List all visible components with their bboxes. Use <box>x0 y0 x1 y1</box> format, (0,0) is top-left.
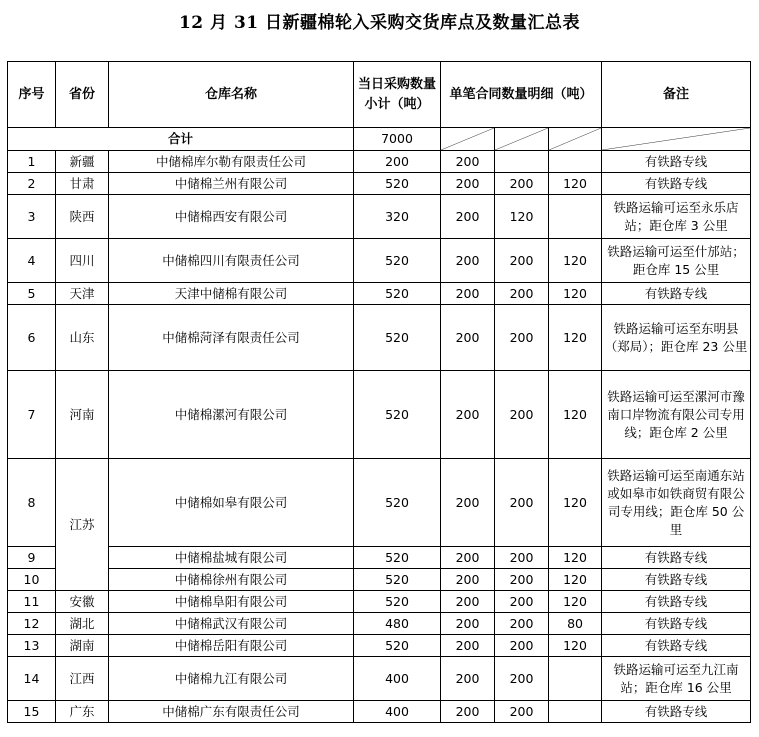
detail-1-cell: 200 <box>441 371 495 459</box>
remark-cell: 有铁路专线 <box>602 701 751 723</box>
remark-cell: 铁路运输可运至永乐店站；距仓库 3 公里 <box>602 195 751 239</box>
qty-cell: 520 <box>354 239 441 283</box>
warehouse-cell: 中储棉库尔勒有限责任公司 <box>109 151 354 173</box>
table-row <box>8 635 751 657</box>
province-cell: 山东 <box>56 305 109 371</box>
detail-1-cell: 200 <box>441 547 495 569</box>
table-row <box>8 657 751 701</box>
detail-3-cell: 120 <box>549 635 602 657</box>
table-row <box>8 305 751 371</box>
header-seq: 序号 <box>8 62 56 128</box>
header-daily-qty: 当日采购数量小计（吨） <box>354 62 441 128</box>
detail-3-cell: 120 <box>549 239 602 283</box>
qty-cell: 520 <box>354 173 441 195</box>
table-row <box>8 569 751 591</box>
detail-3-cell: 120 <box>549 547 602 569</box>
detail-1-cell: 200 <box>441 173 495 195</box>
detail-2-cell: 200 <box>495 305 549 371</box>
remark-cell: 有铁路专线 <box>602 613 751 635</box>
province-cell: 江苏 <box>56 459 109 591</box>
detail-1-cell: 200 <box>441 635 495 657</box>
table-row <box>8 239 751 283</box>
remark-cell: 有铁路专线 <box>602 547 751 569</box>
detail-3-cell <box>549 701 602 723</box>
detail-1-cell: 200 <box>441 569 495 591</box>
diagonal-cell <box>495 128 549 151</box>
detail-3-cell: 120 <box>549 459 602 547</box>
detail-1-cell: 200 <box>441 305 495 371</box>
province-cell: 湖南 <box>56 635 109 657</box>
seq-cell: 15 <box>8 701 56 723</box>
diagonal-cell <box>602 128 751 151</box>
province-cell: 新疆 <box>56 151 109 173</box>
seq-cell: 3 <box>8 195 56 239</box>
table-row <box>8 459 751 547</box>
remark-cell: 铁路运输可运至九江南站；距仓库 16 公里 <box>602 657 751 701</box>
province-cell: 天津 <box>56 283 109 305</box>
detail-1-cell: 200 <box>441 701 495 723</box>
seq-cell: 13 <box>8 635 56 657</box>
table-row <box>8 701 751 723</box>
detail-3-cell: 80 <box>549 613 602 635</box>
warehouse-cell: 中储棉广东有限责任公司 <box>109 701 354 723</box>
qty-cell: 400 <box>354 657 441 701</box>
detail-3-cell: 120 <box>549 173 602 195</box>
qty-cell: 200 <box>354 151 441 173</box>
province-cell: 湖北 <box>56 613 109 635</box>
detail-3-cell: 120 <box>549 591 602 613</box>
detail-1-cell: 200 <box>441 459 495 547</box>
remark-cell: 有铁路专线 <box>602 569 751 591</box>
province-cell: 江西 <box>56 657 109 701</box>
detail-1-cell: 200 <box>441 283 495 305</box>
header-row <box>8 62 751 128</box>
detail-1-cell: 200 <box>441 613 495 635</box>
total-label: 合计 <box>8 128 354 151</box>
table-row <box>8 591 751 613</box>
detail-2-cell: 200 <box>495 613 549 635</box>
remark-cell: 有铁路专线 <box>602 591 751 613</box>
detail-1-cell: 200 <box>441 151 495 173</box>
qty-cell: 520 <box>354 305 441 371</box>
warehouse-cell: 中储棉盐城有限公司 <box>109 547 354 569</box>
warehouse-cell: 中储棉九江有限公司 <box>109 657 354 701</box>
detail-3-cell: 120 <box>549 305 602 371</box>
table-row <box>8 371 751 459</box>
seq-cell: 12 <box>8 613 56 635</box>
detail-2-cell: 200 <box>495 701 549 723</box>
qty-cell: 520 <box>354 371 441 459</box>
warehouse-cell: 中储棉阜阳有限公司 <box>109 591 354 613</box>
seq-cell: 5 <box>8 283 56 305</box>
seq-cell: 9 <box>8 547 56 569</box>
province-cell: 广东 <box>56 701 109 723</box>
total-row <box>8 128 751 151</box>
seq-cell: 4 <box>8 239 56 283</box>
warehouse-cell: 中储棉如皋有限公司 <box>109 459 354 547</box>
detail-3-cell: 120 <box>549 569 602 591</box>
summary-table <box>7 61 751 723</box>
qty-cell: 520 <box>354 591 441 613</box>
warehouse-cell: 天津中储棉有限公司 <box>109 283 354 305</box>
detail-2-cell: 200 <box>495 547 549 569</box>
detail-3-cell <box>549 151 602 173</box>
province-cell: 四川 <box>56 239 109 283</box>
detail-2-cell: 200 <box>495 173 549 195</box>
qty-cell: 400 <box>354 701 441 723</box>
detail-1-cell: 200 <box>441 239 495 283</box>
detail-2-cell: 200 <box>495 283 549 305</box>
qty-cell: 520 <box>354 283 441 305</box>
warehouse-cell: 中储棉四川有限责任公司 <box>109 239 354 283</box>
remark-cell: 铁路运输可运至东明县（郑局）；距仓库 23 公里 <box>602 305 751 371</box>
header-remark: 备注 <box>602 62 751 128</box>
qty-cell: 520 <box>354 547 441 569</box>
warehouse-cell: 中储棉西安有限公司 <box>109 195 354 239</box>
diagonal-cell <box>441 128 495 151</box>
page-title: 12 月 31 日新疆棉轮入采购交货库点及数量汇总表 <box>178 13 581 33</box>
remark-cell: 铁路运输可运至什邡站；距仓库 15 公里 <box>602 239 751 283</box>
detail-2-cell: 200 <box>495 239 549 283</box>
detail-2-cell: 200 <box>495 657 549 701</box>
remark-cell: 有铁路专线 <box>602 173 751 195</box>
table-row <box>8 173 751 195</box>
diagonal-cell <box>549 128 602 151</box>
total-value: 7000 <box>354 128 441 151</box>
header-province: 省份 <box>56 62 109 128</box>
detail-3-cell <box>549 657 602 701</box>
seq-cell: 2 <box>8 173 56 195</box>
warehouse-cell: 中储棉菏泽有限责任公司 <box>109 305 354 371</box>
detail-1-cell: 200 <box>441 657 495 701</box>
seq-cell: 14 <box>8 657 56 701</box>
warehouse-cell: 中储棉徐州有限公司 <box>109 569 354 591</box>
detail-1-cell: 200 <box>441 591 495 613</box>
detail-3-cell <box>549 195 602 239</box>
seq-cell: 6 <box>8 305 56 371</box>
warehouse-cell: 中储棉岳阳有限公司 <box>109 635 354 657</box>
detail-2-cell: 120 <box>495 195 549 239</box>
detail-3-cell: 120 <box>549 371 602 459</box>
seq-cell: 11 <box>8 591 56 613</box>
table-row <box>8 195 751 239</box>
remark-cell: 有铁路专线 <box>602 151 751 173</box>
detail-2-cell: 200 <box>495 591 549 613</box>
header-contract-detail: 单笔合同数量明细（吨） <box>441 62 602 128</box>
table-row <box>8 151 751 173</box>
qty-cell: 480 <box>354 613 441 635</box>
table-row <box>8 547 751 569</box>
qty-cell: 520 <box>354 569 441 591</box>
header-warehouse: 仓库名称 <box>109 62 354 128</box>
qty-cell: 520 <box>354 459 441 547</box>
detail-2-cell: 200 <box>495 635 549 657</box>
table-row <box>8 613 751 635</box>
province-cell: 河南 <box>56 371 109 459</box>
qty-cell: 520 <box>354 635 441 657</box>
remark-cell: 铁路运输可运至南通东站或如皋市如铁商贸有限公司专用线；距仓库 50 公里 <box>602 459 751 547</box>
province-cell: 安徽 <box>56 591 109 613</box>
seq-cell: 10 <box>8 569 56 591</box>
seq-cell: 7 <box>8 371 56 459</box>
remark-cell: 有铁路专线 <box>602 283 751 305</box>
remark-cell: 有铁路专线 <box>602 635 751 657</box>
detail-2-cell: 200 <box>495 459 549 547</box>
province-cell: 陕西 <box>56 195 109 239</box>
remark-cell: 铁路运输可运至漯河市豫南口岸物流有限公司专用线；距仓库 2 公里 <box>602 371 751 459</box>
table-row <box>8 283 751 305</box>
detail-2-cell <box>495 151 549 173</box>
warehouse-cell: 中储棉武汉有限公司 <box>109 613 354 635</box>
qty-cell: 320 <box>354 195 441 239</box>
detail-3-cell: 120 <box>549 283 602 305</box>
warehouse-cell: 中储棉兰州有限公司 <box>109 173 354 195</box>
warehouse-cell: 中储棉漯河有限公司 <box>109 371 354 459</box>
detail-2-cell: 200 <box>495 371 549 459</box>
seq-cell: 1 <box>8 151 56 173</box>
detail-2-cell: 200 <box>495 569 549 591</box>
province-cell: 甘肃 <box>56 173 109 195</box>
seq-cell: 8 <box>8 459 56 547</box>
detail-1-cell: 200 <box>441 195 495 239</box>
